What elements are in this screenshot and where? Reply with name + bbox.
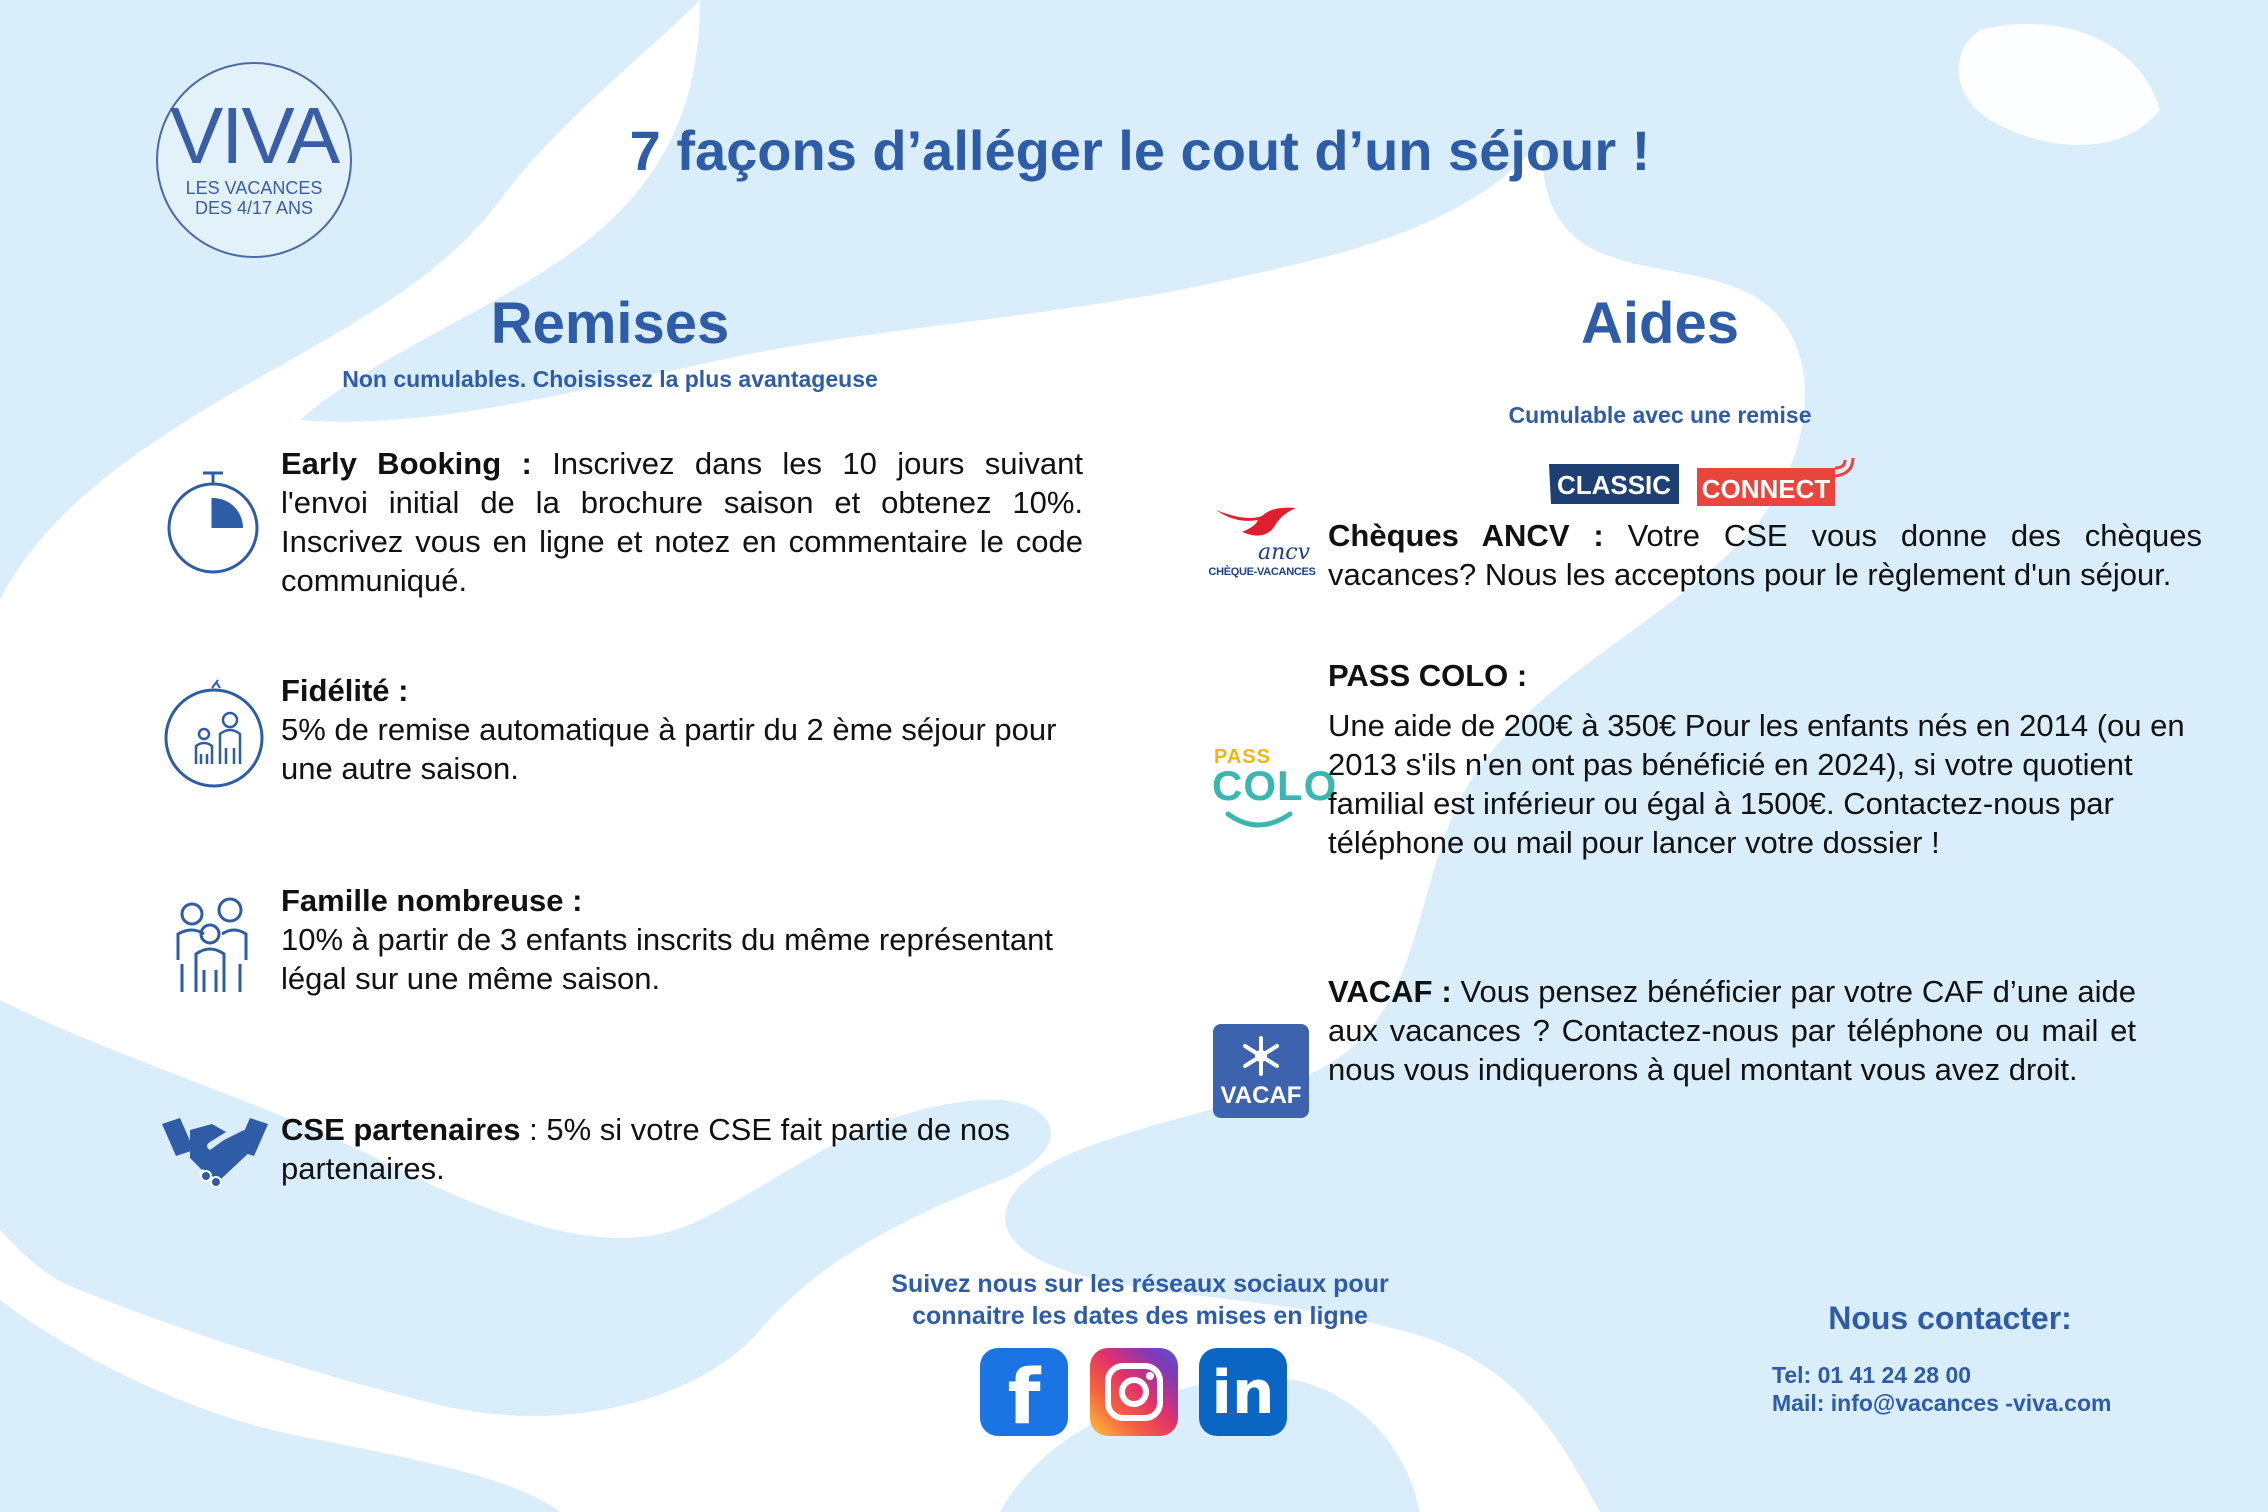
ancv-item <box>1328 516 2202 594</box>
pass-colo-logo-pass: PASS <box>1214 746 1271 768</box>
aides-note: Cumulable avec une remise <box>1508 402 1812 428</box>
pass-colo-description: Une aide de 200€ à 350€ Pour les enfants nés en 2014 (ou en 2013 s'ils n'en ont pas bénéficié en 2024), si votre quotient familial est inférieur ou égal à 1500€. Contactez-nous par téléphone ou mail pour lancer votre dossier ! <box>1328 708 2185 860</box>
social-note-line-1: Suivez nous sur les réseaux sociaux pour <box>891 1270 1389 1298</box>
ancv-tag: CHÈQUE-VACANCES <box>1208 566 1316 578</box>
viva-logo[interactable] <box>156 62 352 258</box>
early-booking-item <box>281 444 1083 600</box>
fidelite-description: 5% de remise automatique à partir du 2 ème séjour pour une autre saison. <box>281 712 1057 786</box>
ancv-label: Chèques ANCV : <box>1328 518 1604 553</box>
classic-text: CLASSIC <box>1556 470 1672 500</box>
facebook-icon: f <box>1007 1352 1041 1441</box>
vacaf-logo-label: VACAF <box>1220 1082 1302 1109</box>
vacaf-description: Vous pensez bénéficier par votre CAF d’une aide aux vacances ? Contactez-nous par téléphone ou mail et nous vous indiquerons à quel montant vous avez droit. <box>1328 974 2136 1087</box>
linkedin-button[interactable] <box>1199 1348 1287 1436</box>
vacaf-item <box>1328 972 2136 1089</box>
page-title: 7 façons d’alléger le cout d’un séjour ! <box>629 119 1651 182</box>
cse-partenaires-item <box>281 1110 1081 1188</box>
pass-colo-label-text: PASS COLO : <box>1328 658 1528 693</box>
facebook-button[interactable] <box>980 1348 1068 1441</box>
pass-colo-logo <box>1210 746 1338 836</box>
fidelite-label: Fidélité : <box>281 673 409 708</box>
logo-tagline-1: LES VACANCES <box>185 178 323 198</box>
social-note <box>820 1268 1460 1332</box>
linkedin-icon: in <box>1211 1358 1275 1428</box>
remises-heading: Remises <box>490 291 730 356</box>
logo-name: VIVA <box>169 91 339 180</box>
early-booking-description: Inscrivez dans les 10 jours suivant l'envoi initial de la brochure saison et obtenez 10%. Inscrivez vous en ligne et notez en commentaire le code communiqué. <box>281 446 1083 598</box>
cse-description: : 5% si votre CSE fait partie de nos partenaires. <box>281 1112 1010 1186</box>
stopwatch-icon <box>163 468 265 578</box>
vacaf-label: VACAF : <box>1328 974 1452 1009</box>
cse-label: CSE partenaires <box>281 1112 521 1147</box>
connect-text: CONNECT <box>1701 474 1831 504</box>
instagram-button[interactable] <box>1090 1348 1178 1436</box>
family-icon <box>162 676 266 788</box>
famille-nombreuse-label: Famille nombreuse : <box>281 883 583 918</box>
famille-nombreuse-description: 10% à partir de 3 enfants inscrits du même représentant légal sur une même saison. <box>281 922 1053 996</box>
contact-heading: Nous contacter: <box>1828 1300 2072 1336</box>
pass-colo-logo-colo: COLO <box>1212 762 1338 809</box>
handshake-icon <box>160 1110 270 1190</box>
ancv-wordmark: ancv <box>1258 540 1311 565</box>
pass-colo-label <box>1328 656 1928 695</box>
ancv-description: Votre CSE vous donne des chèques vacances? Nous les acceptons pour le règlement d'un séjour. <box>1328 518 2203 592</box>
contact-email[interactable]: Mail: info@vacances -viva.com <box>1772 1390 2112 1416</box>
famille-nombreuse-item <box>281 881 1081 998</box>
social-note-line-2: connaitre les dates des mises en ligne <box>912 1302 1368 1330</box>
classic-connect-logo <box>1549 458 1855 523</box>
contact-phone[interactable]: Tel: 01 41 24 28 00 <box>1772 1362 1972 1388</box>
logo-tagline-2: DES 4/17 ANS <box>194 198 314 218</box>
aides-heading: Aides <box>1581 291 1739 356</box>
early-booking-label: Early Booking : <box>281 446 532 481</box>
vacaf-logo <box>1213 1024 1309 1118</box>
remises-note: Non cumulables. Choisissez la plus avantageuse <box>342 366 878 392</box>
instagram-icon <box>1090 1348 1178 1436</box>
fidelite-item <box>281 671 1081 788</box>
large-family-icon <box>174 896 254 996</box>
